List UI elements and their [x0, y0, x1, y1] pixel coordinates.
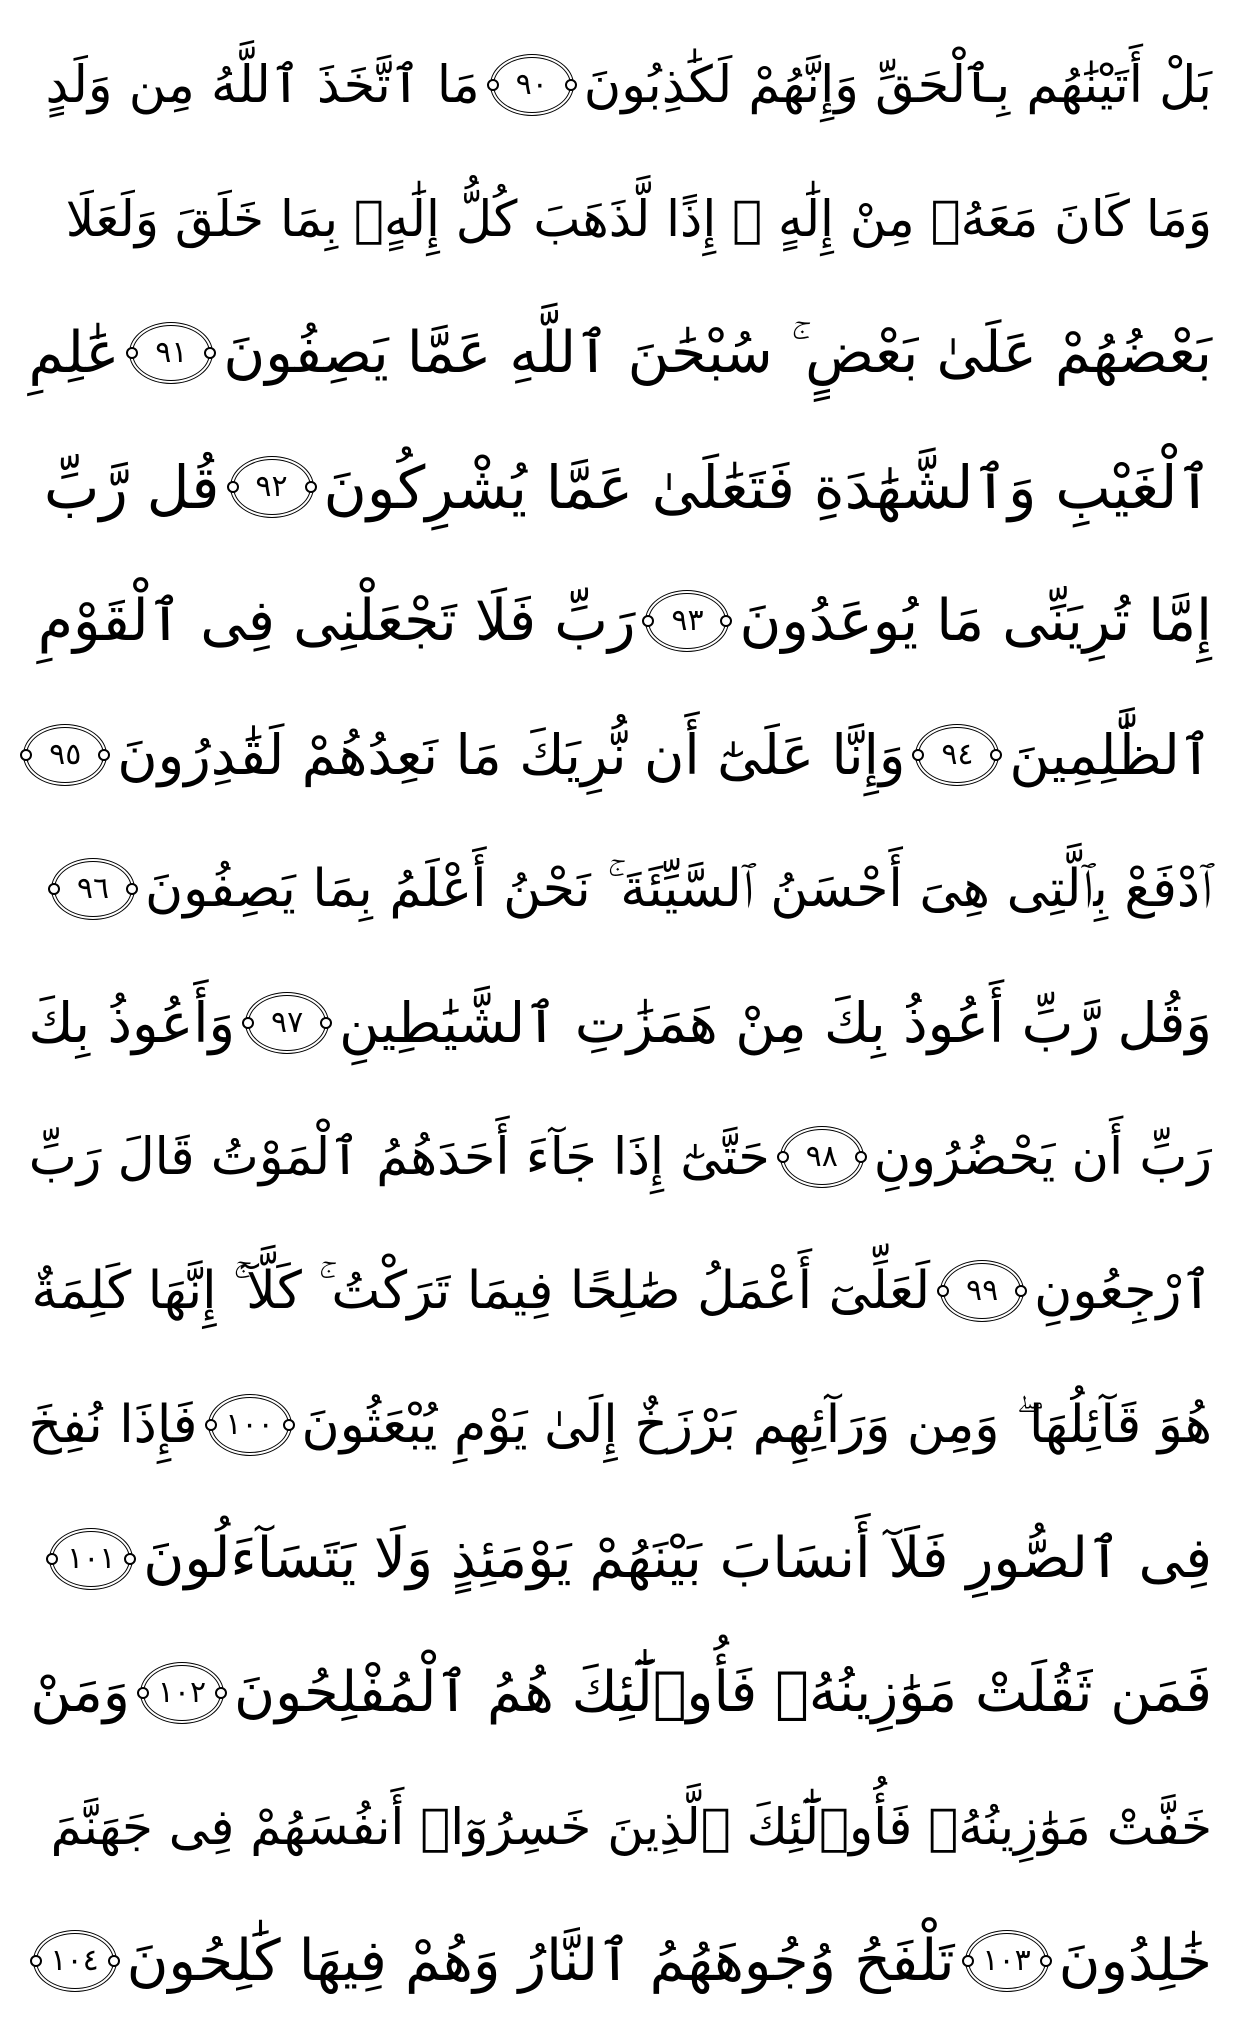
verse-text: بَلْ أَتَيْنَٰهُم بِٱلْحَقِّ وَإِنَّهُمْ لَكَٰذِبُونَ [583, 55, 1212, 115]
ayah-number-marker: ٩٨ [780, 1126, 864, 1188]
ayah-number-marker: ٩٤ [915, 724, 999, 786]
text-line [28, 956, 1212, 1090]
verse-text: ٱدْفَعْ بِٱلَّتِى هِىَ أَحْسَنُ ٱلسَّيِّئَةَ ۚ نَحْنُ أَعْلَمُ بِمَا يَصِفُونَ [144, 859, 1212, 919]
ayah-number-marker: ٩١ [129, 322, 213, 384]
verse-text: وَقُل رَّبِّ أَعُوذُ بِكَ مِنْ هَمَزَٰتِ ٱلشَّيَٰطِينِ [339, 990, 1212, 1055]
text-line [48, 822, 1212, 956]
text-line [30, 1626, 1212, 1760]
verse-text: وَأَعُوذُ بِكَ [28, 990, 236, 1055]
ayah-number-marker: ١٠٠ [208, 1394, 292, 1456]
verse-text: تَلْفَحُ وُجُوهَهُمُ ٱلنَّارُ وَهُمْ فِيهَا كَٰلِحُونَ [126, 1927, 955, 1994]
verse-text: فِى ٱلصُّورِ فَلَآ أَنسَابَ بَيْنَهُمْ يَوْمَئِذٍ وَلَا يَتَسَآءَلُونَ [143, 1526, 1212, 1591]
ayah-number-marker: ١٠٣ [965, 1930, 1049, 1992]
ayah-number-marker: ٩٦ [51, 858, 135, 920]
verse-text: بَعْضُهُمْ عَلَىٰ بَعْضٍ ۚ سُبْحَٰنَ ٱللَّهِ عَمَّا يَصِفُونَ [223, 319, 1212, 386]
text-line [45, 18, 1212, 152]
verse-text: قُل رَّبِّ [43, 452, 220, 522]
text-line [28, 286, 1212, 420]
ayah-number-marker: ٩٢ [230, 456, 314, 518]
text-line [31, 1224, 1212, 1358]
verse-lines [28, 18, 1212, 2028]
verse-text: ٱلْغَيْبِ وَٱلشَّهَٰدَةِ فَتَعَٰلَىٰ عَمَّا يُشْرِكُونَ [323, 452, 1212, 522]
ayah-number-marker: ١٠٢ [140, 1662, 224, 1724]
verse-text: فَإِذَا نُفِخَ [28, 1395, 198, 1455]
text-line [48, 688, 1212, 822]
verse-text: لَعَلِّىٓ أَعْمَلُ صَٰلِحًا فِيمَا تَرَكْتُ ۚ كَلَّآ ۚ إِنَّهَا كَلِمَةٌ [31, 1261, 931, 1321]
ayah-number-marker: ٩٠ [490, 54, 574, 116]
text-line [48, 1894, 1212, 2028]
text-line [48, 1492, 1212, 1626]
verse-text: خَٰلِدُونَ [1058, 1927, 1212, 1994]
verse-text: عَٰلِمِ [28, 319, 120, 386]
text-line [28, 1090, 1212, 1224]
verse-text: وَمَنْ [30, 1660, 130, 1725]
verse-text: إِمَّا تُرِيَنِّى مَا يُوعَدُونَ [739, 587, 1212, 654]
text-line [37, 554, 1212, 688]
verse-text: ٱلظَّٰلِمِينَ [1009, 722, 1212, 787]
ayah-number-marker: ١٠١ [49, 1528, 133, 1590]
ayah-number-marker: ١٠٤ [33, 1930, 117, 1992]
verse-text: رَبِّ فَلَا تَجْعَلْنِى فِى ٱلْقَوْمِ [37, 587, 636, 654]
verse-text: وَمَا كَانَ مَعَهُۥ مِنْ إِلَٰهٍ ۚ إِذًا لَّذَهَبَ كُلُّ إِلَٰهٍۭ بِمَا خَلَقَ وَلَعَلَا [65, 190, 1212, 248]
verse-text: هُوَ قَآئِلُهَا ۖ وَمِن وَرَآئِهِم بَرْزَخٌ إِلَىٰ يَوْمِ يُبْعَثُونَ [301, 1395, 1212, 1455]
text-line [48, 1760, 1212, 1894]
ayah-number-marker: ٩٥ [23, 724, 107, 786]
ayah-number-marker: ٩٧ [245, 992, 329, 1054]
verse-text: مَا ٱتَّخَذَ ٱللَّهُ مِن وَلَدٍ [45, 55, 480, 115]
text-line [48, 152, 1212, 286]
verse-text: وَإِنَّا عَلَىٰٓ أَن نُّرِيَكَ مَا نَعِدُهُمْ لَقَٰدِرُونَ [117, 722, 906, 787]
text-line [43, 420, 1212, 554]
verse-text: ٱرْجِعُونِ [1034, 1261, 1212, 1321]
verse-text: فَمَن ثَقُلَتْ مَوَٰزِينُهُۥ فَأُو۟لَٰٓئِكَ هُمُ ٱلْمُفْلِحُونَ [233, 1660, 1212, 1725]
ayah-number-marker: ٩٩ [940, 1260, 1024, 1322]
verse-text: رَبِّ أَن يَحْضُرُونِ [873, 1127, 1212, 1187]
ayah-number-marker: ٩٣ [645, 590, 729, 652]
verse-text: خَفَّتْ مَوَٰزِينُهُۥ فَأُو۟لَٰٓئِكَ ٱلَّذِينَ خَسِرُوٓا۟ أَنفُسَهُمْ فِى جَهَنَّمَ [50, 1798, 1212, 1856]
verse-text: حَتَّىٰٓ إِذَا جَآءَ أَحَدَهُمُ ٱلْمَوْتُ قَالَ رَبِّ [28, 1127, 770, 1187]
text-line [28, 1358, 1212, 1492]
